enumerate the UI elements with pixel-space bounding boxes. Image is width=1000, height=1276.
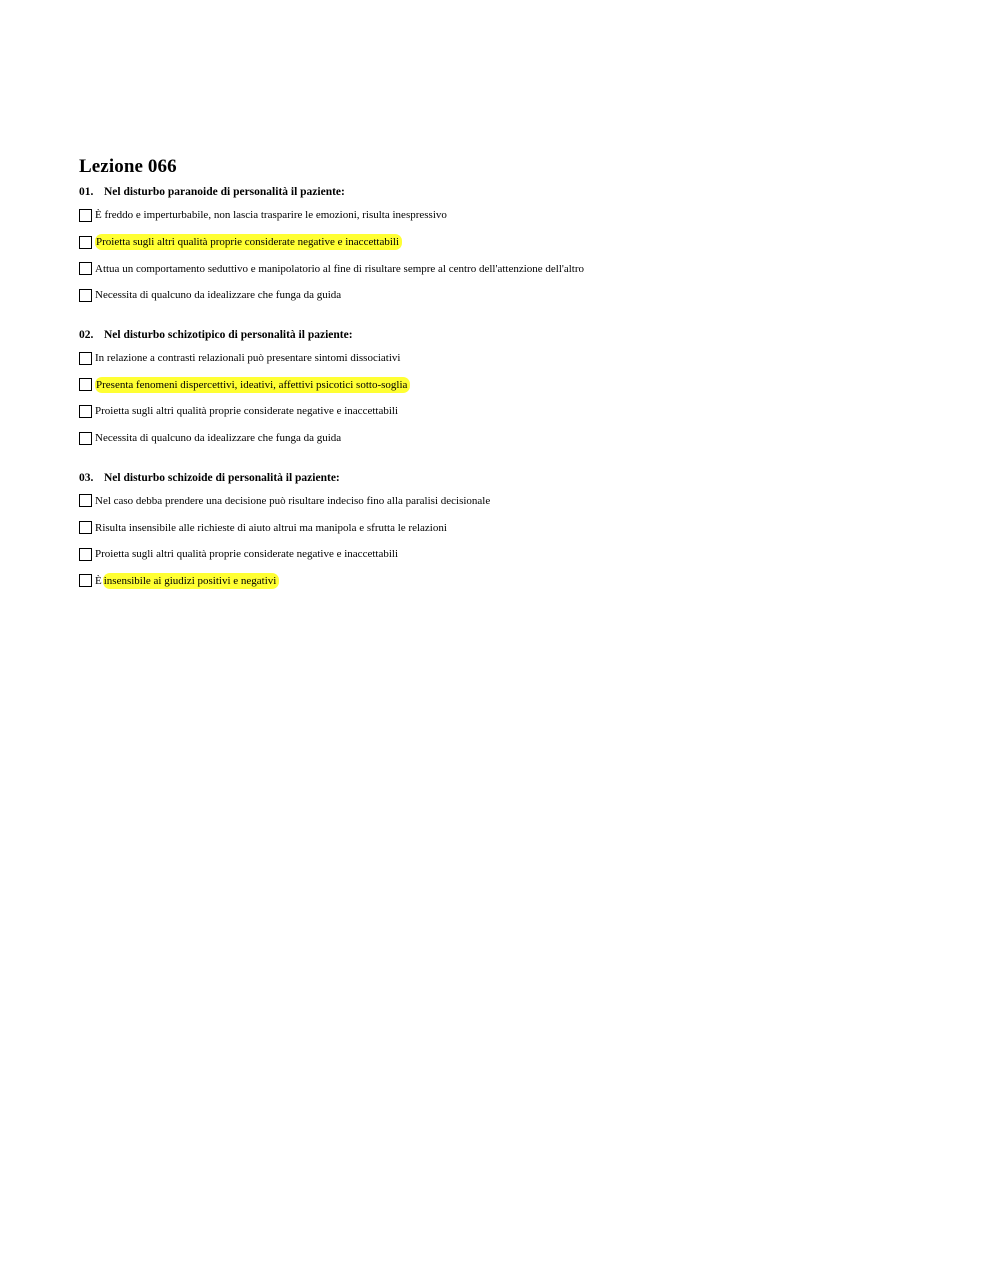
- question-number: 02.: [79, 328, 94, 341]
- question-number: 01.: [79, 186, 94, 198]
- question-text: [79, 328, 959, 342]
- question-text: [79, 471, 959, 485]
- answer-checkbox[interactable]: [79, 352, 92, 365]
- answer-label-highlighted: Proietta sugli altri qualità proprie considerate negative e inaccettabili: [95, 234, 402, 250]
- answer-option: [79, 514, 959, 541]
- answer-checkbox[interactable]: [79, 209, 92, 222]
- question-label: Nel disturbo paranoide di personalità il paziente:: [104, 186, 345, 198]
- answer-label: Necessita di qualcuno da idealizzare che funga da guida: [95, 289, 342, 302]
- answer-option: [79, 398, 959, 425]
- answer-prefix: È: [95, 574, 102, 587]
- answer-option-correct: [79, 229, 959, 256]
- answer-label: Proietta sugli altri qualità proprie considerate negative e inaccettabili: [95, 548, 398, 561]
- lesson-title: Lezione 066: [79, 156, 177, 177]
- answer-label: Necessita di qualcuno da idealizzare che funga da guida: [95, 432, 342, 445]
- answer-label: Nel caso debba prendere una decisione può risultare indeciso fino alla paralisi decisionale: [95, 494, 491, 507]
- answer-checkbox[interactable]: [79, 262, 92, 275]
- answer-checkbox[interactable]: [79, 236, 92, 249]
- answer-checkbox[interactable]: [79, 521, 92, 534]
- question-03: [79, 471, 959, 595]
- answer-label: In relazione a contrasti relazionali può presentare sintomi dissociativi: [95, 352, 401, 365]
- answer-option: [79, 202, 959, 229]
- answer-label: Risulta insensibile alle richieste di aiuto altrui ma manipola e sfrutta le relazioni: [95, 521, 447, 534]
- answer-label: Attua un comportamento seduttivo e manipolatorio al fine di risultare sempre al centro dell'attenzione dell'altro: [95, 262, 585, 275]
- question-label: Nel disturbo schizotipico di personalità il paziente:: [104, 328, 353, 341]
- answer-option: [79, 345, 959, 372]
- answer-option-correct: [79, 568, 959, 595]
- answer-option: [79, 541, 959, 568]
- answer-label-highlighted: insensibile ai giudizi positivi e negativi: [103, 573, 280, 589]
- answer-checkbox[interactable]: [79, 289, 92, 302]
- question-number: 03.: [79, 471, 94, 484]
- answer-option: [79, 282, 959, 309]
- question-text: [79, 185, 959, 199]
- question-02: [79, 328, 959, 452]
- answer-option-correct: [79, 371, 959, 398]
- answer-label: È freddo e imperturbabile, non lascia trasparire le emozioni, risulta inespressivo: [95, 209, 447, 222]
- answer-label-highlighted: Presenta fenomeni dispercettivi, ideativi, affettivi psicotici sotto-soglia: [95, 377, 410, 393]
- answer-checkbox[interactable]: [79, 494, 92, 507]
- answer-option: [79, 425, 959, 452]
- answer-checkbox[interactable]: [79, 432, 92, 445]
- answer-checkbox[interactable]: [79, 405, 92, 418]
- document-page: [79, 155, 959, 613]
- question-label: Nel disturbo schizoide di personalità il paziente:: [104, 471, 340, 484]
- answer-option: [79, 488, 959, 515]
- answer-checkbox[interactable]: [79, 548, 92, 561]
- question-01: [79, 185, 959, 309]
- answer-label: Proietta sugli altri qualità proprie considerate negative e inaccettabili: [95, 405, 398, 418]
- answer-checkbox[interactable]: [79, 574, 92, 587]
- answer-checkbox[interactable]: [79, 378, 92, 391]
- answer-option: [79, 255, 959, 282]
